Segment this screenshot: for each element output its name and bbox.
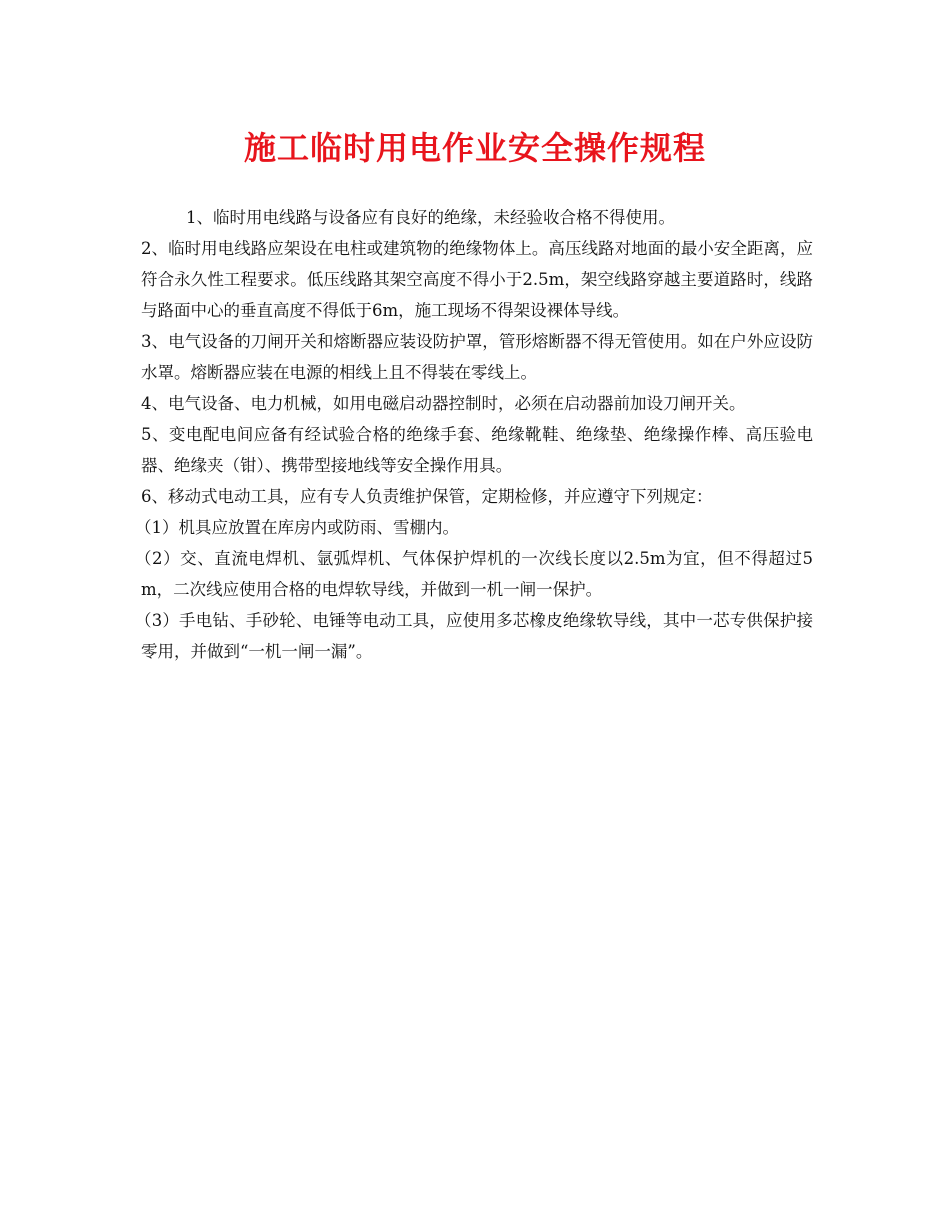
paragraph-6-item-2: （2）交、直流电焊机、氩弧焊机、气体保护焊机的一次线长度以2.5m为宜，但不得超过5m，二次线应使用合格的电焊软导线，并做到一机一闸一保护。 <box>135 549 813 599</box>
document-body <box>135 202 813 667</box>
paragraph-2: 2、临时用电线路应架设在电柱或建筑物的绝缘物体上。高压线路对地面的最小安全距离，应符合永久性工程要求。低压线路其架空高度不得小于2.5m，架空线路穿越主要道路时，线路与路面中心的垂直高度不得低于6m，施工现场不得架设裸体导线。 <box>141 239 813 320</box>
paragraph-4: 4、电气设备、电力机械，如用电磁启动器控制时，必须在启动器前加设刀闸开关。 <box>141 394 746 413</box>
paragraph-1: 1、临时用电线路与设备应有良好的绝缘，未经验收合格不得使用。 <box>186 208 675 227</box>
paragraph-6: 6、移动式电动工具，应有专人负责维护保管，定期检修，并应遵守下列规定： <box>141 487 713 506</box>
document-title: 施工临时用电作业安全操作规程 <box>243 129 706 167</box>
paragraph-3: 3、电气设备的刀闸开关和熔断器应装设防护罩，管形熔断器不得无管使用。如在户外应设防水罩。熔断器应装在电源的相线上且不得装在零线上。 <box>141 332 813 382</box>
paragraph-6-item-1: （1）机具应放置在库房内或防雨、雪棚内。 <box>135 518 459 537</box>
paragraph-6-item-3: （3）手电钻、手砂轮、电锤等电动工具，应使用多芯橡皮绝缘软导线，其中一芯专供保护接零用，并做到“一机一闸一漏”。 <box>135 611 813 661</box>
paragraph-5: 5、变电配电间应备有经试验合格的绝缘手套、绝缘靴鞋、绝缘垫、绝缘操作棒、高压验电器、绝缘夹（钳）、携带型接地线等安全操作用具。 <box>141 425 813 475</box>
